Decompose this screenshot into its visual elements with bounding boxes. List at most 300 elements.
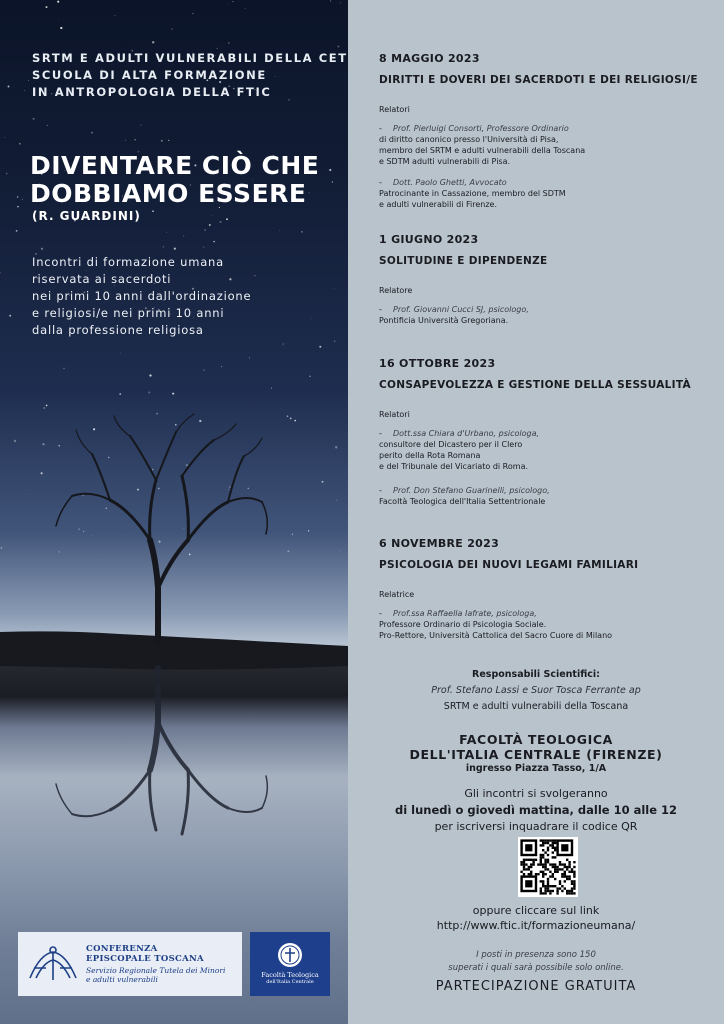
qr-module	[544, 863, 546, 865]
speaker-detail: Pontificia Università Gregoriana.	[379, 316, 509, 325]
star-dot	[249, 357, 250, 358]
qr-module	[542, 849, 544, 851]
qr-module	[540, 887, 542, 889]
star-dot	[329, 169, 331, 171]
intro-line: dalla professione religiosa	[32, 323, 204, 337]
qr-module	[564, 873, 566, 875]
qr-module	[544, 842, 546, 844]
star-dot	[152, 41, 154, 43]
star-dot	[334, 341, 335, 342]
star-dot	[319, 346, 321, 348]
star-dot	[221, 366, 222, 367]
qr-module	[525, 863, 527, 865]
cet-name-line: CONFERENZA	[86, 944, 158, 954]
qr-module	[554, 885, 556, 887]
speaker-detail: di diritto canonico presso l'Università di Pisa,	[379, 135, 559, 144]
qr-module	[554, 863, 556, 865]
star-dot	[168, 140, 169, 141]
organizer-line: SRTM E ADULTI VULNERABILI DELLA CET	[32, 51, 348, 65]
star-dot	[149, 374, 151, 376]
qr-module	[573, 873, 575, 875]
speaker-detail: e SDTM adulti vulnerabili di Pisa.	[379, 157, 511, 166]
star-dot	[63, 368, 64, 369]
qr-module	[549, 885, 551, 887]
star-dot	[22, 199, 23, 200]
qr-module	[554, 856, 556, 858]
qr-module	[568, 892, 570, 894]
intro-line: nei primi 10 anni dall'ordinazione	[32, 289, 252, 303]
qr-module	[547, 890, 549, 892]
qr-module	[528, 866, 530, 868]
qr-module	[573, 880, 575, 882]
qr-module	[544, 851, 546, 853]
star-dot	[209, 224, 211, 226]
qr-module	[532, 859, 534, 861]
qr-module	[540, 839, 542, 841]
qr-module	[544, 861, 546, 863]
star-dot	[213, 241, 214, 242]
qr-module	[552, 839, 554, 841]
organizer-line: SCUOLA DI ALTA FORMAZIONE	[32, 68, 267, 82]
qr-module	[544, 873, 546, 875]
star-dot	[227, 4, 228, 5]
qr-module	[540, 854, 542, 856]
qr-module	[552, 873, 554, 875]
qr-module	[556, 868, 558, 870]
speaker-name: Dott. Paolo Ghetti, Avvocato	[393, 178, 507, 187]
qr-module	[573, 887, 575, 889]
star-dot	[330, 0, 331, 1]
star-dot	[0, 272, 1, 273]
qr-module	[542, 875, 544, 877]
qr-module	[571, 892, 573, 894]
qr-module	[530, 863, 532, 865]
star-dot	[28, 80, 29, 81]
qr-module	[547, 868, 549, 870]
qr-module	[549, 844, 551, 846]
qr-module	[554, 868, 556, 870]
ftic-seal-icon	[277, 942, 303, 968]
qr-module	[552, 890, 554, 892]
qr-module	[571, 871, 573, 873]
star-dot	[161, 140, 163, 142]
qr-module	[559, 861, 561, 863]
star-dot	[279, 230, 280, 231]
qr-module	[561, 885, 563, 887]
star-dot	[245, 8, 246, 9]
tree-reflection-illustration	[0, 410, 348, 850]
qr-module	[566, 859, 568, 861]
qr-module	[547, 839, 549, 841]
qr-module	[532, 861, 534, 863]
qr-code-icon[interactable]	[518, 837, 578, 897]
cet-logo	[18, 932, 242, 996]
star-dot	[115, 15, 116, 16]
event-date: 1 GIUGNO 2023	[379, 233, 479, 246]
free-participation: PARTECIPAZIONE GRATUITA	[435, 979, 637, 994]
star-dot	[334, 288, 335, 289]
qr-module	[552, 885, 554, 887]
speaker-entry: - Prof.ssa Raffaella Iafrate, psicologa, Professore Ordinario di Psicologia Sociale. Pro-Rettore, Università Cattolica del Sacro Cuore di Milano	[379, 608, 699, 641]
qr-module	[540, 892, 542, 894]
qr-module	[573, 866, 575, 868]
qr-module	[559, 883, 561, 885]
qr-module	[542, 883, 544, 885]
qr-module	[568, 875, 570, 877]
speaker-detail: e adulti vulnerabili di Firenze.	[379, 200, 497, 209]
star-dot	[9, 315, 11, 317]
qr-module	[564, 887, 566, 889]
speaker-role-label: Relatori	[379, 410, 410, 419]
poster-subtitle: (R. GUARDINI)	[32, 209, 141, 223]
star-dot	[205, 230, 206, 231]
qr-module	[528, 859, 530, 861]
star-dot	[226, 218, 228, 220]
qr-module	[525, 844, 532, 851]
qr-module	[547, 842, 549, 844]
star-dot	[337, 45, 339, 47]
qr-module	[532, 863, 534, 865]
qr-module	[564, 863, 566, 865]
qr-module	[561, 863, 563, 865]
star-dot	[91, 132, 93, 134]
qr-module	[523, 873, 525, 875]
star-dot	[171, 29, 172, 30]
star-dot	[203, 247, 204, 248]
star-dot	[174, 248, 176, 250]
speaker-detail: Patrocinante in Cassazione, membro del SDTM	[379, 189, 566, 198]
speaker-name: Prof. Pierluigi Consorti, Professore Ordinario	[393, 124, 569, 133]
star-dot	[203, 369, 204, 370]
star-dot	[332, 181, 333, 182]
qr-module	[535, 859, 537, 861]
qr-module	[549, 839, 551, 841]
event-block	[379, 233, 699, 326]
qr-module	[568, 890, 570, 892]
intro-line: e religiosi/e nei primi 10 anni	[32, 306, 225, 320]
qr-module	[554, 847, 556, 849]
poster-title	[30, 152, 319, 208]
qr-module	[556, 866, 558, 868]
star-dot	[228, 42, 230, 44]
cet-emblem-icon	[26, 944, 80, 984]
qr-module	[530, 859, 532, 861]
qr-module	[556, 887, 558, 889]
qr-module	[571, 887, 573, 889]
star-dot	[46, 6, 48, 8]
qr-module	[525, 880, 532, 887]
star-dot	[192, 13, 193, 14]
star-dot	[8, 86, 10, 88]
poster-title-line: DOBBIAMO ESSERE	[30, 179, 307, 208]
ftic-name-line: Facoltà Teologica	[261, 971, 319, 979]
intro-line: Incontri di formazione umana	[32, 255, 224, 269]
star-dot	[125, 140, 126, 141]
star-dot	[301, 231, 302, 232]
speaker-entry: - Dott. Paolo Ghetti, Avvocato Patrocinante in Cassazione, membro del SDTM e adulti vulnerabili di Firenze.	[379, 177, 699, 210]
star-dot	[271, 388, 272, 389]
star-dot	[58, 21, 59, 22]
qr-module	[542, 844, 544, 846]
speaker-entry: - Prof. Don Stefano Guarinelli, psicologo, Facoltà Teologica dell'Italia Settentrionale	[379, 485, 699, 507]
qr-module	[544, 890, 546, 892]
star-dot	[6, 173, 8, 175]
star-dot	[41, 248, 43, 250]
star-dot	[140, 124, 141, 125]
qr-module	[549, 890, 551, 892]
qr-module	[544, 887, 546, 889]
qr-module	[571, 883, 573, 885]
capacity-note: I posti in presenza sono 150	[476, 950, 596, 960]
qr-module	[573, 885, 575, 887]
qr-module	[573, 861, 575, 863]
qr-module	[549, 892, 551, 894]
qr-module	[568, 878, 570, 880]
star-dot	[17, 206, 18, 207]
star-dot	[19, 143, 21, 145]
event-title: PSICOLOGIA DEI NUOVI LEGAMI FAMILIARI	[379, 559, 639, 571]
star-dot	[219, 221, 221, 223]
star-dot	[17, 196, 18, 197]
qr-module	[525, 868, 527, 870]
star-dot	[232, 1, 233, 2]
organizer-line: IN ANTROPOLOGIA DELLA FTIC	[32, 85, 272, 99]
intro-line: riservata ai sacerdoti	[32, 272, 172, 286]
venue-name-line: DELL'ITALIA CENTRALE (FIRENZE)	[409, 747, 663, 762]
venue-address: ingresso Piazza Tasso, 1/A	[465, 763, 607, 774]
qr-module	[542, 880, 544, 882]
speaker-role-label: Relatore	[379, 286, 413, 295]
event-date: 8 MAGGIO 2023	[379, 52, 480, 65]
responsabili-group: SRTM e adulti vulnerabili della Toscana	[443, 701, 629, 712]
qr-module	[523, 868, 525, 870]
speaker-detail: Facoltà Teologica dell'Italia Settentrionale	[379, 497, 546, 506]
star-dot	[120, 353, 121, 354]
event-date: 6 NOVEMBRE 2023	[379, 537, 500, 550]
qr-module	[559, 868, 561, 870]
event-block	[379, 52, 699, 210]
qr-module	[549, 871, 551, 873]
qr-module	[554, 839, 556, 841]
qr-module	[535, 873, 537, 875]
poster-left-panel	[0, 0, 348, 1024]
qr-module	[544, 868, 546, 870]
schedule-time: di lunedì o giovedì mattina, dalle 10 alle 12	[394, 803, 678, 817]
qr-module	[554, 866, 556, 868]
star-dot	[212, 215, 213, 216]
star-dot	[166, 232, 167, 233]
event-title: SOLITUDINE E DIPENDENZE	[379, 255, 548, 267]
qr-module	[568, 863, 570, 865]
qr-module	[561, 844, 568, 851]
qr-module	[523, 861, 525, 863]
qr-module	[542, 871, 544, 873]
qr-module	[523, 863, 525, 865]
schedule-line: Gli incontri si svolgeranno	[464, 787, 608, 800]
qr-module	[556, 892, 558, 894]
star-dot	[119, 393, 121, 395]
star-dot	[135, 139, 136, 140]
qr-module	[540, 861, 542, 863]
speaker-role-label: Relatrice	[379, 590, 415, 599]
star-dot	[46, 405, 48, 407]
star-dot	[183, 236, 184, 237]
qr-module	[566, 890, 568, 892]
poster-right-panel	[348, 0, 724, 1024]
cet-name-line: EPISCOPALE TOSCANA	[86, 954, 204, 964]
qr-module	[552, 863, 554, 865]
speaker-detail: Pro-Rettore, Università Cattolica del Sacro Cuore di Milano	[379, 631, 613, 640]
qr-module	[547, 885, 549, 887]
qr-module	[559, 887, 561, 889]
qr-module	[556, 890, 558, 892]
qr-module	[542, 885, 544, 887]
qr-module	[573, 871, 575, 873]
link-label: oppure cliccare sul link	[472, 904, 600, 917]
qr-module	[547, 887, 549, 889]
star-dot	[148, 392, 150, 394]
speaker-name: Dott.ssa Chiara d'Urbano, psicologa,	[393, 429, 540, 438]
cet-service-line: Servizio Regionale Tutela dei Minori	[86, 966, 226, 975]
qr-module	[523, 866, 525, 868]
qr-module	[520, 863, 522, 865]
event-block	[379, 537, 699, 641]
qr-module	[547, 861, 549, 863]
qr-module	[566, 875, 568, 877]
qr-module	[540, 863, 542, 865]
qr-module	[566, 892, 568, 894]
qr-module	[540, 856, 542, 858]
event-date: 16 OTTOBRE 2023	[379, 357, 496, 370]
venue-name-line: FACOLTÀ TEOLOGICA	[459, 732, 613, 747]
star-dot	[16, 230, 18, 232]
speaker-detail: Professore Ordinario di Psicologia Sociale.	[379, 620, 547, 629]
star-dot	[33, 118, 35, 120]
star-dot	[57, 1, 59, 3]
responsabili-names: Prof. Stefano Lassi e Suor Tosca Ferrante ap	[431, 685, 641, 696]
qr-module	[564, 871, 566, 873]
speaker-name: Prof. Giovanni Cucci SJ, psicologo,	[393, 305, 529, 314]
qr-module	[549, 875, 551, 877]
qr-module	[542, 873, 544, 875]
qr-module	[547, 859, 549, 861]
qr-module	[552, 856, 554, 858]
capacity-note: superati i quali sarà possibile solo online.	[448, 963, 624, 973]
speaker-entry: - Prof. Giovanni Cucci SJ, psicologo, Pontificia Università Gregoriana.	[379, 304, 699, 326]
qr-module	[528, 868, 530, 870]
qr-module	[547, 847, 549, 849]
qr-module	[573, 875, 575, 877]
ftic-name-line: dell'Italia Centrale	[266, 979, 314, 985]
qr-module	[523, 859, 525, 861]
qr-module	[528, 873, 530, 875]
qr-module	[573, 883, 575, 885]
qr-module	[542, 856, 544, 858]
star-dot	[43, 407, 45, 409]
qr-module	[542, 839, 544, 841]
qr-module	[542, 842, 544, 844]
qr-module	[568, 861, 570, 863]
qr-module	[564, 880, 566, 882]
qr-module	[571, 880, 573, 882]
speaker-detail: e del Tribunale del Vicariato di Roma.	[379, 462, 529, 471]
qr-module	[520, 871, 522, 873]
qr-module	[564, 866, 566, 868]
star-dot	[47, 125, 48, 126]
speaker-detail: consultore del Dicastero per il Clero	[379, 440, 523, 449]
star-dot	[163, 246, 164, 247]
qr-module	[566, 866, 568, 868]
qr-module	[554, 842, 556, 844]
qr-module	[540, 890, 542, 892]
qr-module	[542, 892, 544, 894]
qr-module	[540, 844, 542, 846]
qr-module	[568, 866, 570, 868]
qr-module	[537, 863, 539, 865]
qr-module	[561, 873, 563, 875]
qr-module	[554, 871, 556, 873]
qr-module	[552, 847, 554, 849]
qr-module	[547, 883, 549, 885]
qr-module	[542, 854, 544, 856]
speaker-role-label: Relatori	[379, 105, 410, 114]
qr-module	[552, 844, 554, 846]
qr-module	[559, 863, 561, 865]
qr-module	[571, 868, 573, 870]
speaker-detail: membro del SRTM e adulti vulnerabili della Toscana	[379, 146, 586, 155]
qr-module	[544, 866, 546, 868]
cet-service-line: e adulti vulnerabili	[86, 975, 158, 984]
ftic-logo	[250, 932, 330, 996]
qr-module	[556, 871, 558, 873]
qr-module	[559, 880, 561, 882]
star-dot	[283, 343, 285, 345]
qr-module	[530, 873, 532, 875]
qr-module	[542, 866, 544, 868]
qr-module	[552, 875, 554, 877]
intro-text	[32, 254, 332, 339]
qr-module	[544, 892, 546, 894]
qr-module	[520, 861, 522, 863]
qr-module	[525, 859, 527, 861]
qr-module	[571, 890, 573, 892]
event-title: CONSAPEVOLEZZA E GESTIONE DELLA SESSUALITÀ	[379, 379, 691, 391]
qr-module	[547, 878, 549, 880]
qr-module	[540, 880, 542, 882]
qr-module	[530, 866, 532, 868]
speaker-detail: perito della Rota Romana	[379, 451, 481, 460]
qr-module	[566, 878, 568, 880]
qr-module	[564, 875, 566, 877]
star-dot	[4, 137, 5, 138]
star-dot	[172, 393, 174, 395]
qr-module	[554, 878, 556, 880]
qr-module	[547, 854, 549, 856]
speaker-entry: - Prof. Pierluigi Consorti, Professore Ordinario di diritto canonico presso l'Università di Pisa, membro del SRTM e adulti vulnerabili della Toscana e SDTM adulti vulnerabili di Pisa.	[379, 123, 699, 167]
organizer-block	[32, 50, 348, 101]
qr-module	[552, 842, 554, 844]
qr-module	[549, 863, 551, 865]
star-dot	[24, 90, 25, 91]
qr-module	[566, 868, 568, 870]
qr-module	[544, 859, 546, 861]
registration-link[interactable]: http://www.ftic.it/formazioneumana/	[436, 919, 636, 932]
qr-module	[561, 890, 563, 892]
qr-module	[537, 873, 539, 875]
responsabili-heading: Responsabili Scientifici:	[472, 669, 600, 680]
star-dot	[152, 210, 154, 212]
qr-module	[544, 839, 546, 841]
